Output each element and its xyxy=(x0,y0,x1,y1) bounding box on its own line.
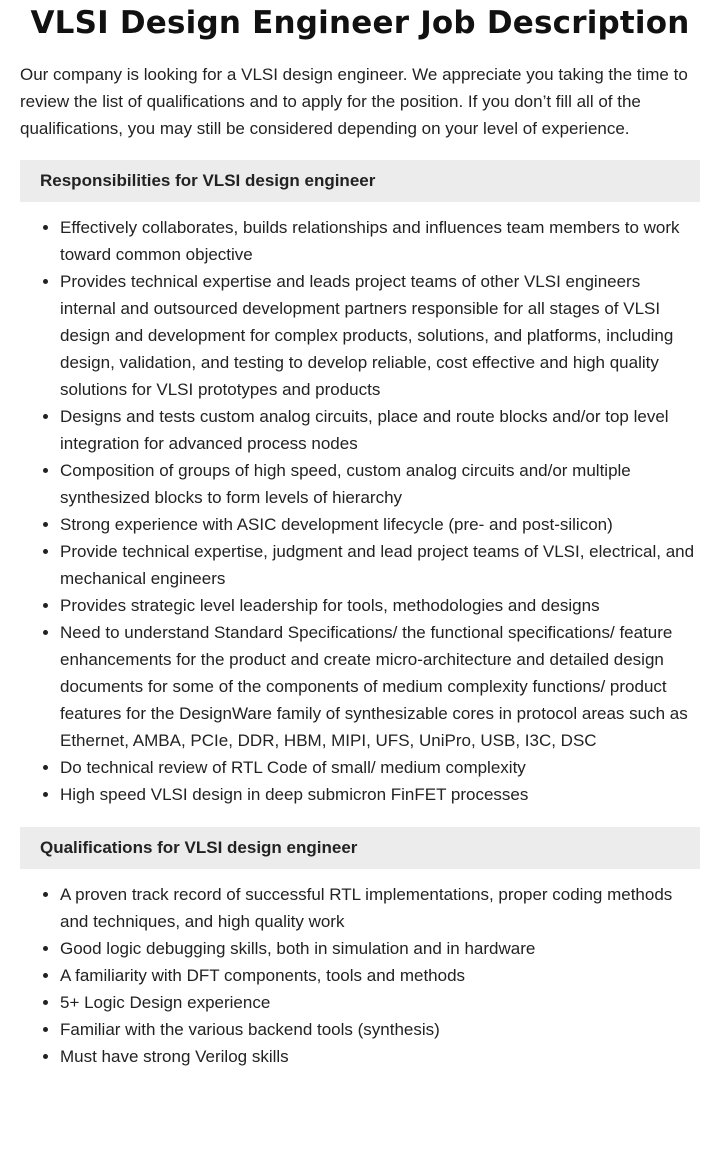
list-item: • Effectively collaborates, builds relationships and influences team members to work toward common objective xyxy=(60,214,700,268)
list-item: • A familiarity with DFT components, tools and methods xyxy=(60,962,700,989)
list-item: • Provide technical expertise, judgment and lead project teams of VLSI, electrical, and mechanical engineers xyxy=(60,538,700,592)
list-item: • Provides strategic level leadership for tools, methodologies and designs xyxy=(60,592,700,619)
responsibilities-heading: Responsibilities for VLSI design engineer xyxy=(20,160,700,202)
qualifications-heading: Qualifications for VLSI design engineer xyxy=(20,827,700,869)
responsibilities-list xyxy=(20,214,700,808)
intro-paragraph: Our company is looking for a VLSI design engineer. We appreciate you taking the time to review the list of qualifications and to apply for the position. If you don’t fill all of the qualifications, you may still be considered depending on your level of experience. xyxy=(20,65,688,138)
list-item: • Familiar with the various backend tools (synthesis) xyxy=(60,1016,700,1043)
list-item: • High speed VLSI design in deep submicron FinFET processes xyxy=(60,781,700,808)
page-title: VLSI Design Engineer Job Description xyxy=(30,5,690,41)
qualifications-list xyxy=(20,881,700,1070)
list-item: • Strong experience with ASIC development lifecycle (pre- and post-silicon) xyxy=(60,511,700,538)
list-item: • A proven track record of successful RTL implementations, proper coding methods and techniques, and high quality work xyxy=(60,881,700,935)
list-item: • Provides technical expertise and leads project teams of other VLSI engineers internal and outsourced development partners responsible for all stages of VLSI design and development for complex products, solutions, and platforms, including design, validation, and testing to develop reliable, cost effective and high quality solutions for VLSI prototypes and products xyxy=(60,268,700,403)
list-item: • Must have strong Verilog skills xyxy=(60,1043,700,1070)
list-item: • Composition of groups of high speed, custom analog circuits and/or multiple synthesized blocks to form levels of hierarchy xyxy=(60,457,700,511)
list-item: • Good logic debugging skills, both in simulation and in hardware xyxy=(60,935,700,962)
list-item: • Do technical review of RTL Code of small/ medium complexity xyxy=(60,754,700,781)
list-item: • Need to understand Standard Specifications/ the functional specifications/ feature enhancements for the product and create micro-architecture and detailed design documents for some of the components of medium complexity functions/ product features for the DesignWare family of synthesizable cores in protocol areas such as Ethernet, AMBA, PCIe, DDR, HBM, MIPI, UFS, UniPro, USB, I3C, DSC xyxy=(60,619,700,754)
list-item: • Designs and tests custom analog circuits, place and route blocks and/or top level integration for advanced process nodes xyxy=(60,403,700,457)
list-item: • 5+ Logic Design experience xyxy=(60,989,700,1016)
